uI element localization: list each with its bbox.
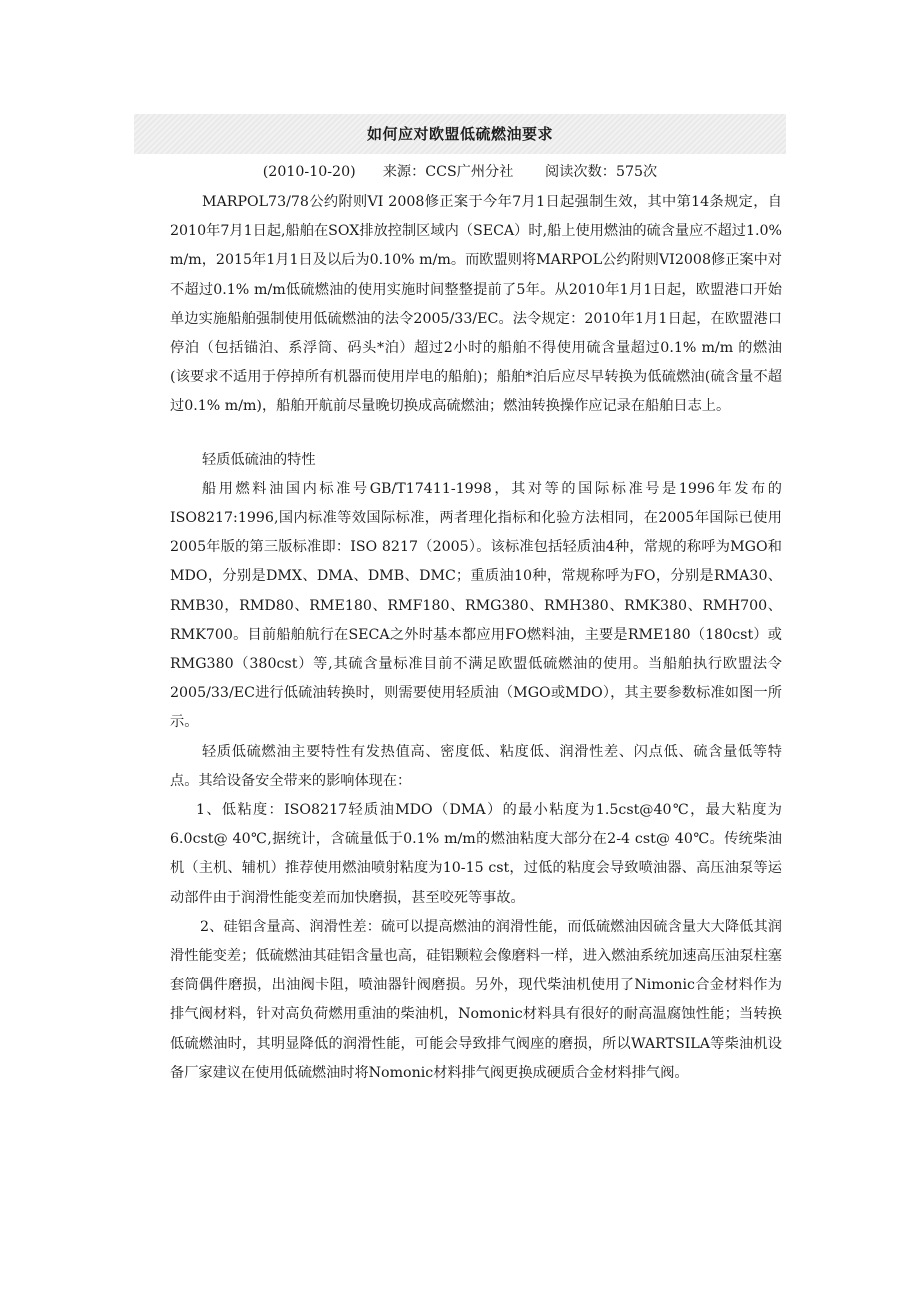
article-body bbox=[170, 188, 782, 1088]
paragraph-standards: 船用燃料油国内标准号GB/T17411-1998，其对等的国际标准号是1996年发布的ISO8217:1996,国内标准等效国际标准，两者理化指标和化验方法相同，在2005年国际已使用2005年版的第三版标准即：ISO 8217（2005）。该标准包括轻质油4种，常规的称呼为MGO和MDO，分别是DMX、DMA、DMB、DMC；重质油10种，常规称呼为FO，分别是RMA30、RMB30，RMD80、RME180、RMF180、RMG380、RMH380、RMK380、RMH700、RMK700。目前船舶航行在SECA之外时基本都应用FO燃料油，主要是RME180（180cst）或RMG380（380cst）等,其硫含量标准目前不满足欧盟低硫燃油的使用。当船舶执行欧盟法令2005/33/EC进行低硫油转换时，则需要使用轻质油（MGO或MDO），其主要参数标准如图一所示。 bbox=[170, 480, 782, 731]
paragraph-low-viscosity: 1、低粘度：ISO8217轻质油MDO（DMA）的最小粘度为1.5cst@40℃，最大粘度为6.0cst@ 40℃,据统计，含硫量低于0.1% m/m的燃油粘度大部分在2-4 cst@ 40℃。传统柴油机（主机、辅机）推荐使用燃油喷射粘度为10-15 cst，过低的粘度会导致喷油器、高压油泵等运动部件由于润滑性能变差而加快磨损，甚至咬死等事故。 bbox=[170, 802, 782, 906]
section-heading: 轻质低硫油的特性 bbox=[202, 451, 316, 468]
article-title: 如何应对欧盟低硫燃油要求 bbox=[366, 125, 553, 143]
article-meta: (2010-10-20) 来源：CCS广州分社 阅读次数：575次 bbox=[262, 164, 658, 180]
paragraph-silicon-aluminum: 2、硅铝含量高、润滑性差：硫可以提高燃油的润滑性能，而低硫燃油因硫含量大大降低其润滑性能变差；低硫燃油其硅铝含量也高，硅铝颗粒会像磨料一样，进入燃油系统加速高压油泵柱塞套筒偶件磨损，出油阀卡阻，喷油器针阀磨损。另外，现代柴油机使用了Nimonic合金材料作为排气阀材料，针对高负荷燃用重油的柴油机，Nomonic材料具有很好的耐高温腐蚀性能；当转换低硫燃油时，其明显降低的润滑性能，可能会导致排气阀座的磨损，所以WARTSILA等柴油机设备厂家建议在使用低硫燃油时将Nomonic材料排气阀更换成硬质合金材料排气阀。 bbox=[170, 918, 782, 1081]
paragraph-characteristics: 轻质低硫燃油主要特性有发热值高、密度低、粘度低、润滑性差、闪点低、硫含量低等特点。其给设备安全带来的影响体现在： bbox=[170, 743, 782, 789]
paragraph-marpol: MARPOL73/78公约附则VI 2008修正案于今年7月1日起强制生效，其中第14条规定，自2010年7月1日起,船舶在SOX排放控制区域内（SECA）时,船上使用燃油的硫含量应不超过1.0% m/m，2015年1月1日及以后为0.10% m/m。而欧盟则将MARPOL公约附则VI2008修正案中对不超过0.1% m/m低硫燃油的使用实施时间整整提前了5年。从2010年1月1日起，欧盟港口开始单边实施船舶强制使用低硫燃油的法令2005/33/EC。法令规定：2010年1月1日起，在欧盟港口停泊（包括锚泊、系浮筒、码头*泊）超过2小时的船舶不得使用硫含量超过0.1% m/m 的燃油 (该要求不适用于停掉所有机器而使用岸电的船舶)；船舶*泊后应尽早转换为低硫燃油(硫含量不超过0.1% m/m)，船舶开航前尽量晚切换成高硫燃油；燃油转换操作应记录在船舶日志上。 bbox=[170, 194, 782, 415]
